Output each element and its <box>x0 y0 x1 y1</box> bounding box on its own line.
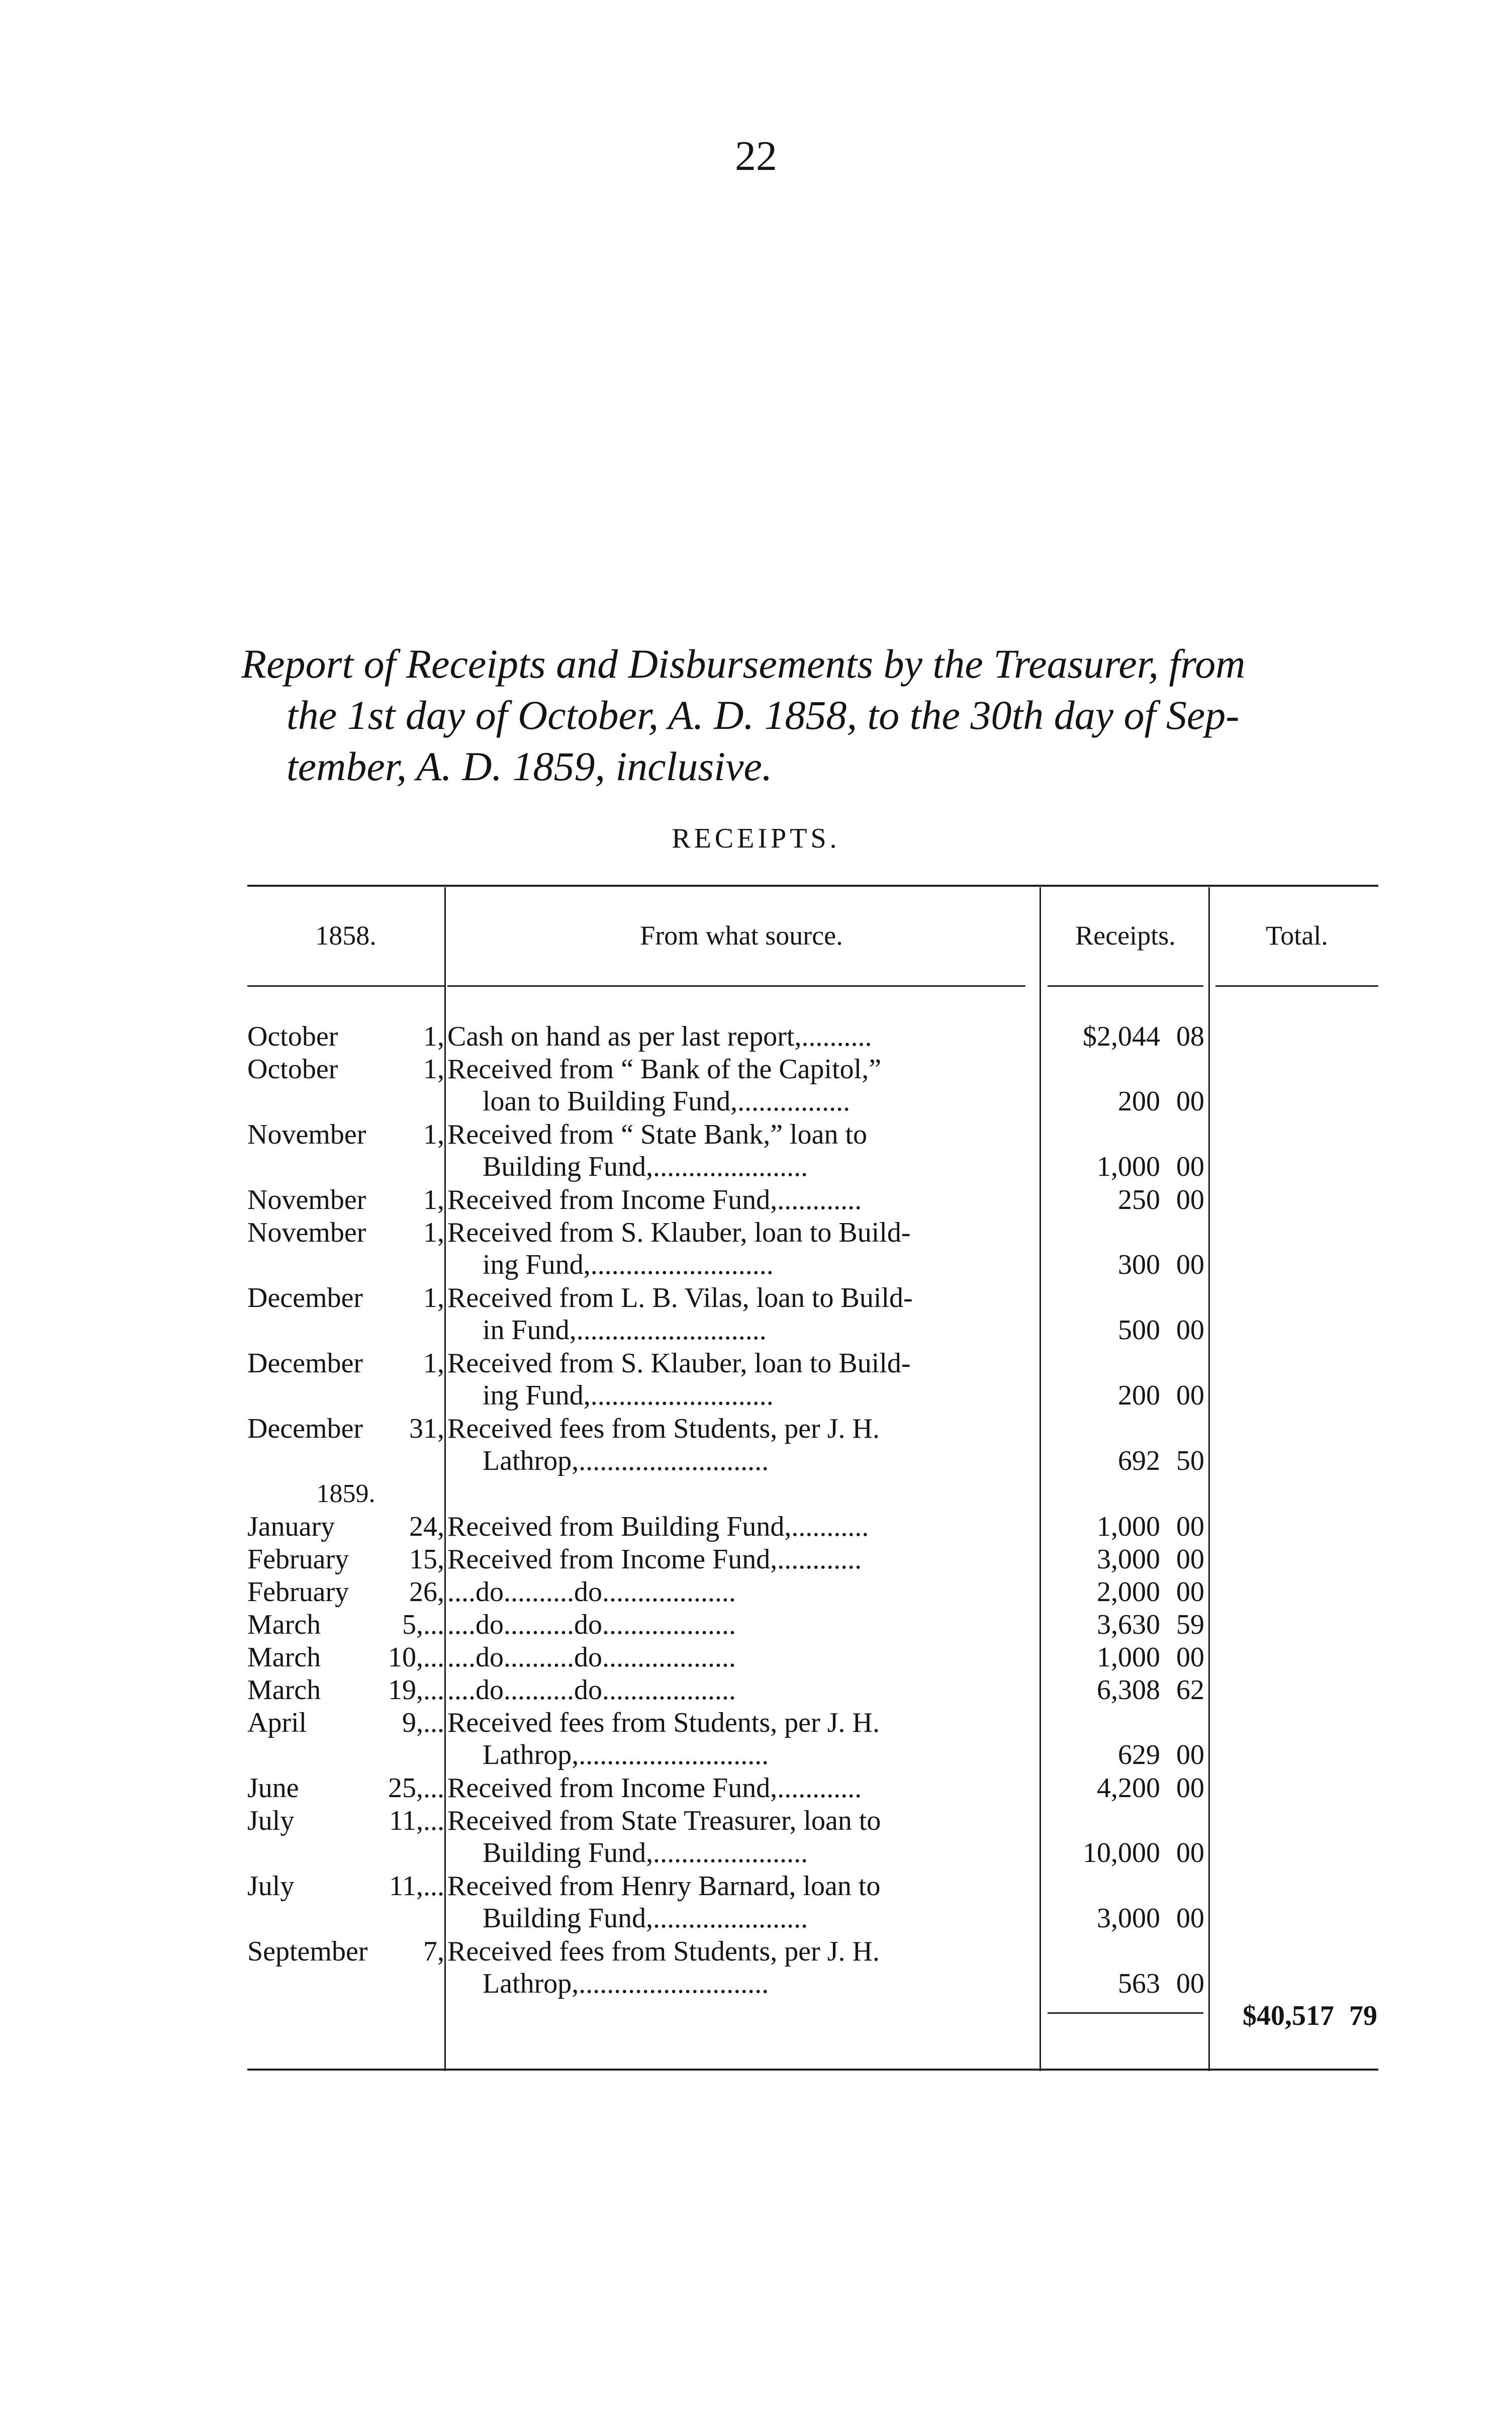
row-day: 5,... <box>402 1609 444 1640</box>
amount-cents: 00 <box>1176 1739 1204 1770</box>
row-description <box>447 1576 1035 1608</box>
description-line: Received from Building Fund,........... <box>447 1511 869 1542</box>
second-year-label: 1859. <box>316 1479 375 1508</box>
row-amount <box>1048 1379 1204 1412</box>
row-amount <box>1048 1902 1204 1934</box>
row-amount <box>1048 1184 1204 1216</box>
amount-cents: 00 <box>1176 1380 1204 1411</box>
row-description <box>447 1674 1035 1706</box>
row-month: June <box>247 1772 299 1804</box>
row-description <box>447 1543 1035 1575</box>
description-line: ....do..........do................... <box>447 1609 736 1640</box>
amount-cents: 00 <box>1176 1544 1204 1575</box>
column-divider <box>1208 887 1210 2071</box>
amount-dollars: 300 <box>1118 1249 1160 1280</box>
amount-cents: 00 <box>1176 1772 1204 1804</box>
header-underline <box>1215 985 1378 987</box>
description-line: Received from State Treasurer, loan to <box>447 1805 881 1836</box>
amount-cents: 00 <box>1176 1576 1204 1608</box>
header-underline <box>1048 985 1203 987</box>
row-description <box>447 1609 1035 1641</box>
description-line: Received from Henry Barnard, loan to <box>447 1871 881 1902</box>
row-date <box>247 1053 444 1085</box>
row-description <box>447 1805 1035 1869</box>
row-day: 31, <box>409 1413 444 1444</box>
amount-dollars: 200 <box>1118 1086 1160 1117</box>
row-date <box>247 1217 444 1249</box>
row-month: February <box>247 1544 349 1575</box>
description-line: in Fund,........................... <box>483 1315 767 1346</box>
amount-cents: 00 <box>1176 1315 1204 1346</box>
amount-dollars: 250 <box>1118 1184 1160 1216</box>
row-month: April <box>247 1707 307 1738</box>
row-month: March <box>247 1674 321 1706</box>
row-date <box>247 1282 444 1314</box>
amount-cents: 00 <box>1176 1903 1204 1934</box>
row-day: 1, <box>423 1054 444 1085</box>
description-line: ....do..........do................... <box>447 1576 736 1608</box>
title-line: tember, A. D. 1859, inclusive. <box>287 743 773 789</box>
row-day: 9,... <box>402 1707 444 1738</box>
description-line: Received from Income Fund,............ <box>447 1544 862 1575</box>
row-amount <box>1048 1576 1204 1608</box>
amount-cents: 50 <box>1176 1445 1204 1476</box>
row-amount <box>1048 1511 1204 1543</box>
row-day: 1, <box>423 1184 444 1216</box>
description-line: Building Fund,...................... <box>483 1151 808 1182</box>
amount-dollars: $2,044 <box>1083 1021 1160 1052</box>
row-day: 19,... <box>388 1674 444 1706</box>
amount-cents: 00 <box>1176 1968 1204 1999</box>
total-cents: 79 <box>1349 2000 1377 2031</box>
description-line: Lathrop,........................... <box>483 1445 769 1476</box>
description-line: Received from “ Bank of the Capitol,” <box>447 1054 882 1085</box>
row-day: 10,... <box>388 1642 444 1673</box>
header-year: 1858. <box>315 920 376 951</box>
row-day: 1, <box>423 1021 444 1052</box>
row-month: July <box>247 1805 295 1836</box>
row-day: 15, <box>409 1544 444 1575</box>
row-amount <box>1048 1151 1204 1183</box>
row-day: 24, <box>409 1511 444 1542</box>
row-amount <box>1048 1020 1204 1053</box>
row-description <box>447 1053 1035 1117</box>
row-amount <box>1048 1543 1204 1575</box>
amount-dollars: 1,000 <box>1097 1642 1160 1673</box>
description-line: Received fees from Students, per J. H. <box>447 1707 880 1738</box>
description-line: Received from “ State Bank,” loan to <box>447 1119 868 1150</box>
description-line: Received fees from Students, per J. H. <box>447 1413 880 1444</box>
page-number: 22 <box>735 133 777 179</box>
row-month: October <box>247 1054 338 1085</box>
row-date <box>247 1870 444 1902</box>
amount-cents: 08 <box>1176 1021 1204 1052</box>
description-line: Received fees from Students, per J. H. <box>447 1936 880 1967</box>
row-date <box>247 1543 444 1575</box>
row-date <box>247 1772 444 1804</box>
total-dollars: $40,517 <box>1243 2000 1334 2031</box>
amount-dollars: 2,000 <box>1097 1576 1160 1608</box>
row-date <box>247 1413 444 1445</box>
row-day: 25,... <box>388 1772 444 1804</box>
row-day: 1, <box>423 1282 444 1314</box>
description-line: Building Fund,...................... <box>483 1903 808 1934</box>
row-month: January <box>247 1511 335 1542</box>
row-amount <box>1048 1837 1204 1869</box>
row-amount <box>1048 1249 1204 1281</box>
description-line: Received from L. B. Vilas, loan to Build- <box>447 1282 913 1314</box>
row-month: November <box>247 1217 366 1248</box>
row-amount <box>1048 1085 1204 1117</box>
amount-cents: 00 <box>1176 1642 1204 1673</box>
column-divider <box>444 887 446 2071</box>
row-date <box>247 1020 444 1053</box>
description-line: ing Fund,.......................... <box>483 1249 774 1280</box>
row-day: 11,... <box>389 1805 444 1836</box>
row-description <box>447 1020 1035 1053</box>
row-description <box>447 1511 1035 1543</box>
description-line: Lathrop,........................... <box>483 1968 769 1999</box>
section-title: RECEIPTS. <box>672 823 840 854</box>
row-month: July <box>247 1871 295 1902</box>
header-total: Total. <box>1266 920 1328 951</box>
row-amount <box>1048 1641 1204 1673</box>
amount-cents: 00 <box>1176 1086 1204 1117</box>
amount-dollars: 10,000 <box>1083 1837 1160 1869</box>
description-line: Received from S. Klauber, loan to Build- <box>447 1217 911 1248</box>
row-month: November <box>247 1184 366 1216</box>
row-description <box>447 1184 1035 1216</box>
description-line: ing Fund,.......................... <box>483 1380 774 1411</box>
row-description <box>447 1118 1035 1183</box>
amount-cents: 59 <box>1176 1609 1204 1640</box>
amount-dollars: 563 <box>1118 1968 1160 1999</box>
amount-dollars: 1,000 <box>1097 1511 1160 1542</box>
header-receipts: Receipts. <box>1075 920 1176 951</box>
row-date <box>247 1935 444 1968</box>
amount-cents: 00 <box>1176 1511 1204 1542</box>
amount-cents: 62 <box>1176 1674 1204 1706</box>
amount-dollars: 500 <box>1118 1315 1160 1346</box>
row-month: March <box>247 1642 321 1673</box>
amount-cents: 00 <box>1176 1151 1204 1182</box>
title-line: the 1st day of October, A. D. 1858, to the 30th day of Sep- <box>287 692 1240 738</box>
amount-cents: 00 <box>1176 1249 1204 1280</box>
row-description <box>447 1935 1035 2000</box>
table-bottom-rule <box>247 2069 1378 2071</box>
row-month: November <box>247 1119 366 1150</box>
description-line: Building Fund,...................... <box>483 1837 808 1869</box>
row-month: October <box>247 1021 338 1052</box>
row-day: 7, <box>423 1936 444 1967</box>
grand-total <box>1211 2000 1377 2032</box>
row-amount <box>1048 1772 1204 1804</box>
row-month: December <box>247 1282 363 1314</box>
header-source: From what source. <box>640 920 843 951</box>
row-day: 11,... <box>389 1871 444 1902</box>
description-line: Lathrop,........................... <box>483 1739 769 1770</box>
amount-dollars: 3,000 <box>1097 1903 1160 1934</box>
table-top-rule <box>247 885 1378 887</box>
amount-cents: 00 <box>1176 1184 1204 1216</box>
row-date <box>247 1511 444 1543</box>
row-month: September <box>247 1936 368 1967</box>
row-date <box>247 1118 444 1151</box>
header-underline <box>447 985 1025 987</box>
row-day: 1, <box>423 1119 444 1150</box>
row-month: December <box>247 1348 363 1379</box>
row-date <box>247 1576 444 1608</box>
description-line: Cash on hand as per last report,.......... <box>447 1021 872 1052</box>
row-description <box>447 1870 1035 1934</box>
row-month: February <box>247 1576 349 1608</box>
row-date <box>247 1641 444 1673</box>
row-description <box>447 1772 1035 1804</box>
amount-dollars: 692 <box>1118 1445 1160 1476</box>
row-month: March <box>247 1609 321 1640</box>
description-line: ....do..........do................... <box>447 1642 736 1673</box>
row-month: December <box>247 1413 363 1444</box>
header-underline <box>247 985 444 987</box>
row-description <box>447 1707 1035 1771</box>
description-line: Received from S. Klauber, loan to Build- <box>447 1348 911 1379</box>
row-amount <box>1048 1739 1204 1771</box>
report-title <box>241 638 1377 792</box>
amount-dollars: 3,000 <box>1097 1544 1160 1575</box>
column-divider <box>1040 887 1041 2071</box>
row-day: 1, <box>423 1348 444 1379</box>
row-description <box>447 1413 1035 1477</box>
row-amount <box>1048 1445 1204 1477</box>
sum-rule <box>1048 2012 1203 2014</box>
row-date <box>247 1674 444 1706</box>
row-date <box>247 1805 444 1837</box>
amount-dollars: 1,000 <box>1097 1151 1160 1182</box>
amount-cents: 00 <box>1176 1837 1204 1869</box>
description-line: ....do..........do................... <box>447 1674 736 1706</box>
amount-dollars: 3,630 <box>1097 1609 1160 1640</box>
row-amount <box>1048 1609 1204 1641</box>
row-date <box>247 1707 444 1739</box>
description-line: loan to Building Fund,................ <box>483 1086 850 1117</box>
row-date <box>247 1609 444 1641</box>
description-line: Received from Income Fund,............ <box>447 1772 862 1804</box>
row-description <box>447 1282 1035 1346</box>
title-line: Report of Receipts and Disbursements by the Treasurer, from <box>241 641 1246 687</box>
row-amount <box>1048 1968 1204 2000</box>
amount-dollars: 4,200 <box>1097 1772 1160 1804</box>
amount-dollars: 629 <box>1118 1739 1160 1770</box>
row-amount <box>1048 1674 1204 1706</box>
row-date <box>247 1184 444 1216</box>
amount-dollars: 6,308 <box>1097 1674 1160 1706</box>
row-description <box>447 1217 1035 1281</box>
row-description <box>447 1347 1035 1412</box>
row-day: 26, <box>409 1576 444 1608</box>
row-day: 1, <box>423 1217 444 1248</box>
row-amount <box>1048 1314 1204 1346</box>
row-date <box>247 1347 444 1379</box>
description-line: Received from Income Fund,............ <box>447 1184 862 1216</box>
row-description <box>447 1641 1035 1673</box>
amount-dollars: 200 <box>1118 1380 1160 1411</box>
